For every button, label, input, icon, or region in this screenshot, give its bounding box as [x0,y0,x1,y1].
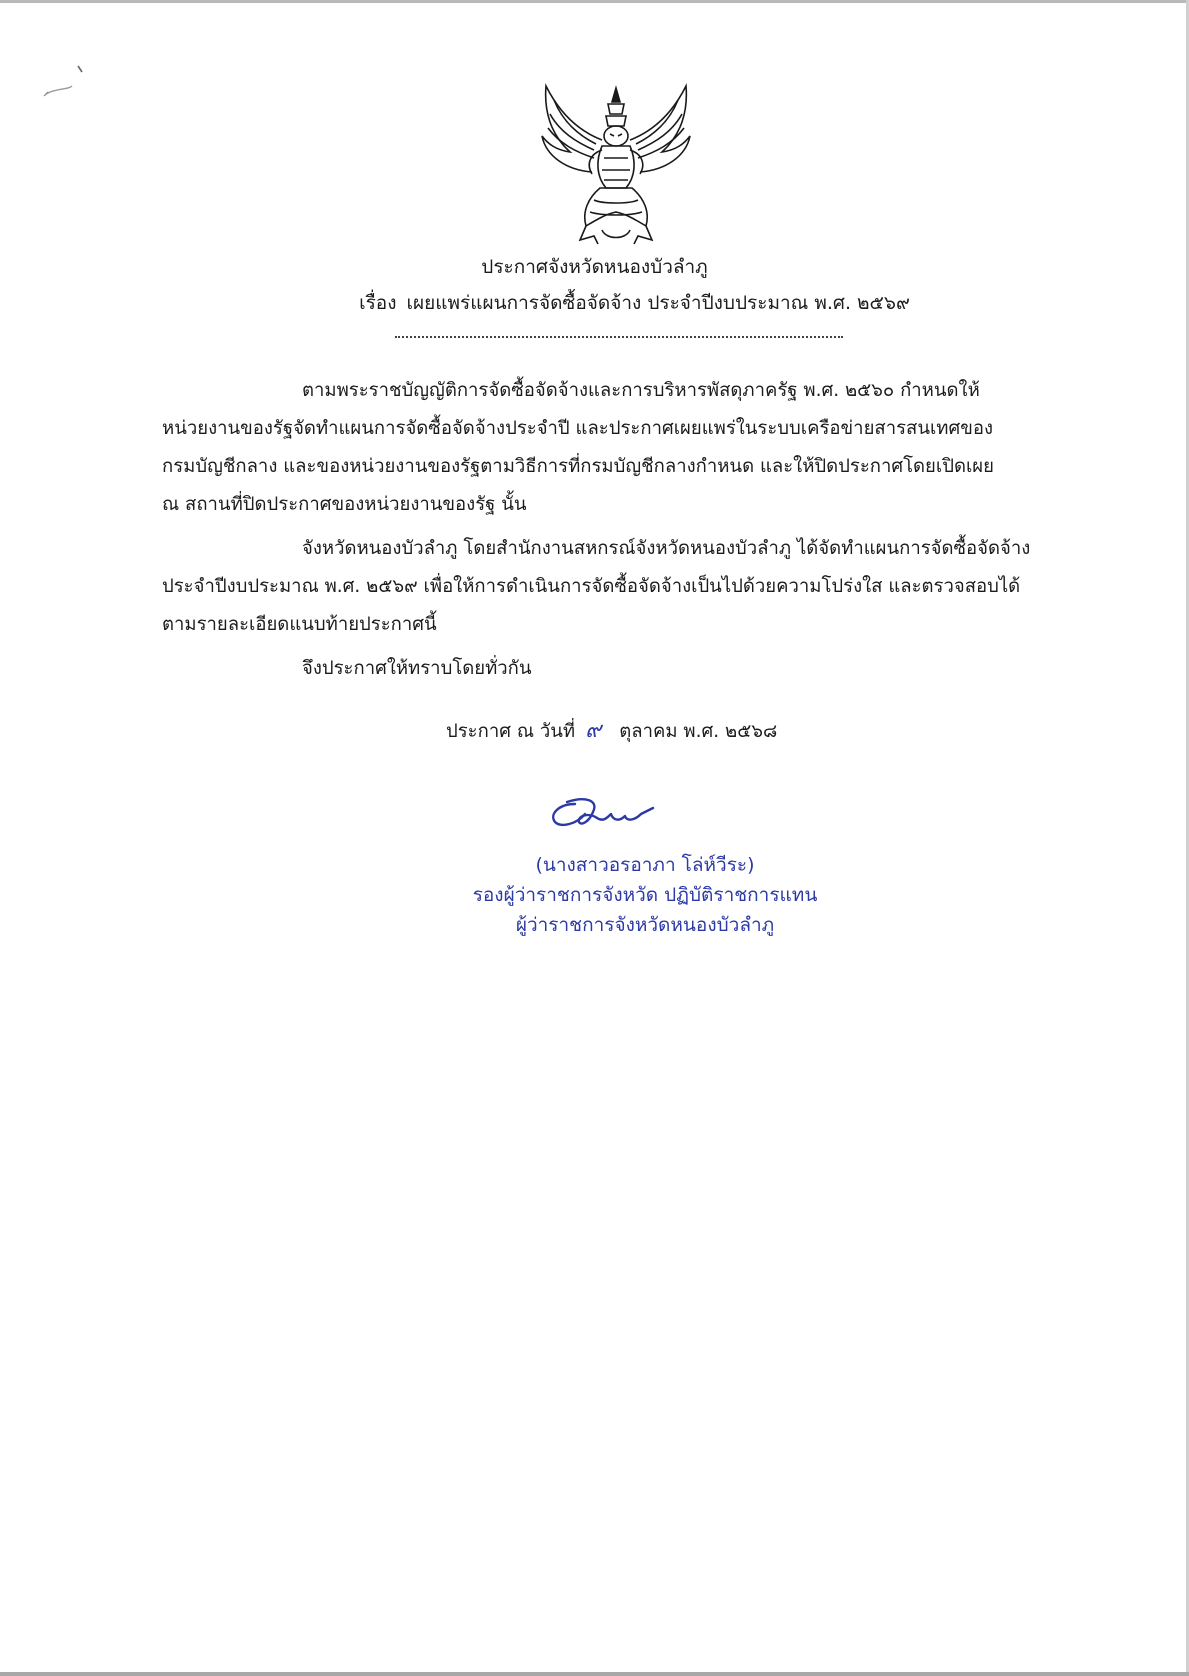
paragraph-line: ตามพระราชบัญญัติการจัดซื้อจัดจ้างและการบริหารพัสดุภาครัฐ พ.ศ. ๒๕๖๐ กำหนดให้ [302,380,980,401]
garuda-emblem-icon [536,80,696,248]
signatory-position-2: ผู้ว่าราชการจังหวัดหนองบัวลำภู [515,914,775,936]
signatory-block [440,850,850,940]
subject-text: เผยแพร่แผนการจัดซื้อจัดจ้าง ประจำปีงบประมาณ พ.ศ. ๒๕๖๙ [406,292,910,314]
paragraph-line: จังหวัดหนองบัวลำภู โดยสำนักงานสหกรณ์จังหวัดหนองบัวลำภู ได้จัดทำแผนการจัดซื้อจัดจ้าง [302,538,1031,559]
dotted-divider [395,336,843,338]
handwritten-signature [545,790,675,840]
signatory-name: (นางสาวอรอาภา โล่ห์วีระ) [535,854,755,876]
announcement-subject [40,290,1189,316]
announcement-title: ประกาศจังหวัดหนองบัวลำภู [481,256,708,278]
date-month-year: ตุลาคม พ.ศ. ๒๕๖๘ [619,721,778,742]
hole-punch-mark [42,62,88,102]
paragraph-line: กรมบัญชีกลาง และของหน่วยงานของรัฐตามวิธีการที่กรมบัญชีกลางกำหนด และให้ปิดประกาศโดยเปิดเผย [162,456,994,477]
paragraph-line: หน่วยงานของรัฐจัดทำแผนการจัดซื้อจัดจ้างประจำปี และประกาศเผยแพร่ในระบบเครือข่ายสารสนเทศของ [162,418,994,439]
subject-label: เรื่อง [359,292,397,314]
paragraph-line: ณ สถานที่ปิดประกาศของหน่วยงานของรัฐ นั้น [162,494,527,515]
body-paragraph-1 [162,372,1074,524]
scan-edge-bottom [0,1672,1189,1676]
body-paragraph-2 [162,530,1074,644]
closing-statement: จึงประกาศให้ทราบโดยทั่วกัน [302,658,532,679]
date-prefix: ประกาศ ณ วันที่ [446,721,576,742]
paragraph-line: ประจำปีงบประมาณ พ.ศ. ๒๕๖๙ เพื่อให้การดำเนินการจัดซื้อจัดจ้างเป็นไปด้วยความโปร่งใส และตรวจสอบได้ [162,576,1021,597]
announcement-date [446,712,777,747]
scan-edge-top [0,0,1189,3]
date-day: ๙ [585,718,602,743]
paragraph-line: ตามรายละเอียดแนบท้ายประกาศนี้ [162,614,437,635]
signatory-position-1: รองผู้ว่าราชการจังหวัด ปฏิบัติราชการแทน [472,884,818,906]
